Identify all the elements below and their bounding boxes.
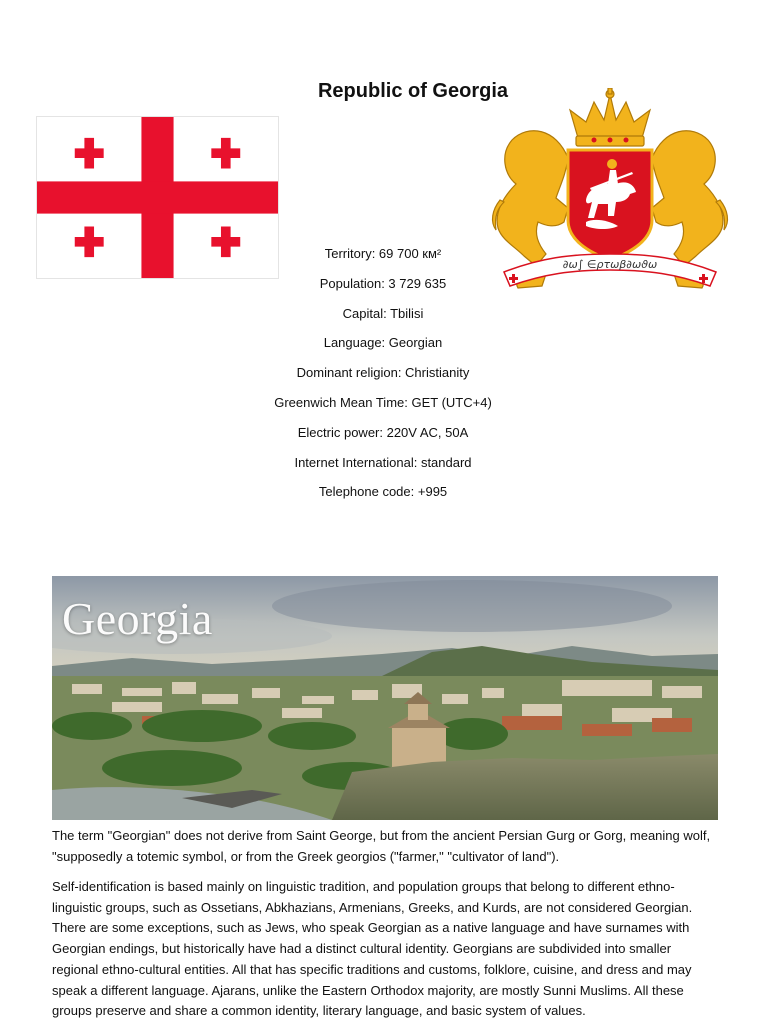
paragraph-self-identification: Self-identification is based mainly on linguistic tradition, and population groups that belong to different ethno-linguistic groups, such as Ossetians, Abkhazians, Armenians, Greeks, and Kurds, are not considered Georgian. There are some exceptions, such as Jews, who speak Georgian as a native language and have surnames with Georgian endings, but historically have had a distinct cultural identity. Georgians are subdivided into smaller regional ethno-cultural entities. All that has specific traditions and customs, folklore, cuisine, and dress and may speak a different language. Ajarans, unlike the Eastern Orthodox majority, are mostly Sunni Muslims. All these groups preserve and share a common identity, literary language, and basic system of values. [52, 879, 693, 1019]
fact-timezone: Greenwich Mean Time: GET (UTC+4) [274, 394, 492, 410]
fact-telephone-code: Telephone code: +995 [318, 484, 448, 500]
fact-list [0, 246, 766, 514]
paragraph-etymology: The term "Georgian" does not derive from Saint George, but from the ancient Persian Gurg or Gorg, meaning wolf, "supposedly a totemic symbol, or from the Greek georgios ("farmer," "cultivator of land"). [52, 828, 711, 864]
svg-text:∂ω∫ ∈ρτωβ∂ωϑω: ∂ω∫ ∈ρτωβ∂ωϑω [562, 258, 658, 271]
fact-internet: Internet International: standard [294, 454, 472, 470]
fact-religion: Dominant religion: Christianity [296, 365, 470, 381]
fact-capital: Capital: Tbilisi [342, 305, 424, 321]
fact-electric-power: Electric power: 220V AC, 50A [297, 424, 469, 440]
fact-territory: Territory: 69 700 км² [324, 246, 442, 261]
fact-language: Language: Georgian [323, 335, 443, 351]
fact-population: Population: 3 729 635 [319, 275, 447, 291]
tbilisi-panorama-photo [52, 576, 718, 820]
photo-caption: Georgia [62, 593, 213, 644]
page-title: Republic of Georgia [317, 80, 509, 102]
